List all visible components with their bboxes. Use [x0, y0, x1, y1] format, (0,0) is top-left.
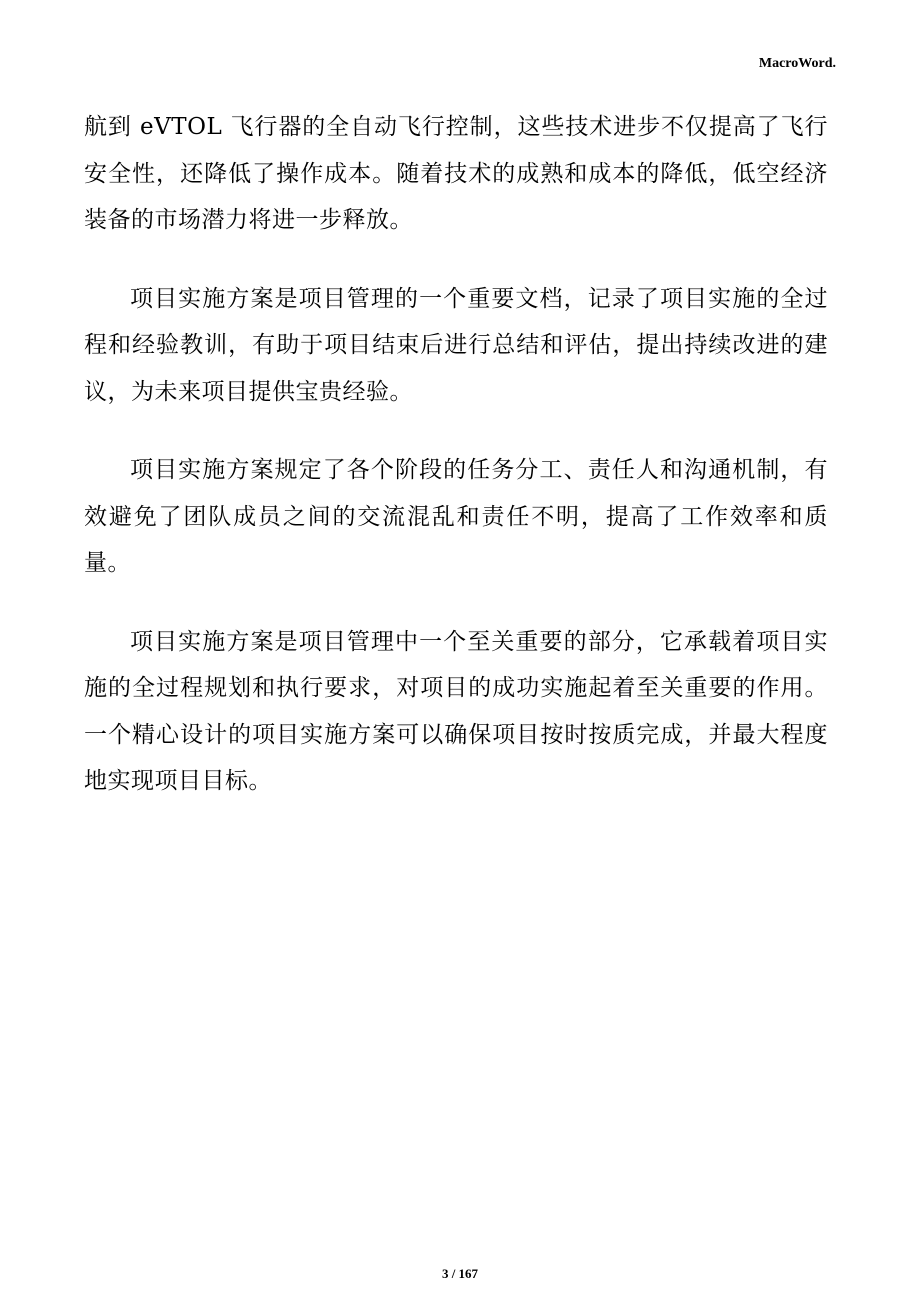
paragraph: 项目实施方案规定了各个阶段的任务分工、责任人和沟通机制，有效避免了团队成员之间的交流混乱和责任不明，提高了工作效率和质量。	[84, 457, 828, 576]
paragraph: 项目实施方案是项目管理的一个重要文档，记录了项目实施的全过程和经验教训，有助于项目结束后进行总结和评估，提出持续改进的建议，为未来项目提供宝贵经验。	[84, 285, 828, 405]
header-brand: MacroWord.	[758, 56, 836, 71]
page-number: 3 / 167	[441, 1266, 479, 1281]
paragraph: 项目实施方案是项目管理中一个至关重要的部分，它承载着项目实施的全过程规划和执行要求，对项目的成功实施起着至关重要的作用。一个精心设计的项目实施方案可以确保项目按时按质完成，并最大程度地实现项目目标。	[84, 628, 828, 794]
document-body	[84, 104, 828, 837]
paragraph-continuation: 航到 eVTOL 飞行器的全自动飞行控制，这些技术进步不仅提高了飞行安全性，还降低了操作成本。随着技术的成熟和成本的降低，低空经济装备的市场潜力将进一步释放。	[84, 114, 828, 233]
